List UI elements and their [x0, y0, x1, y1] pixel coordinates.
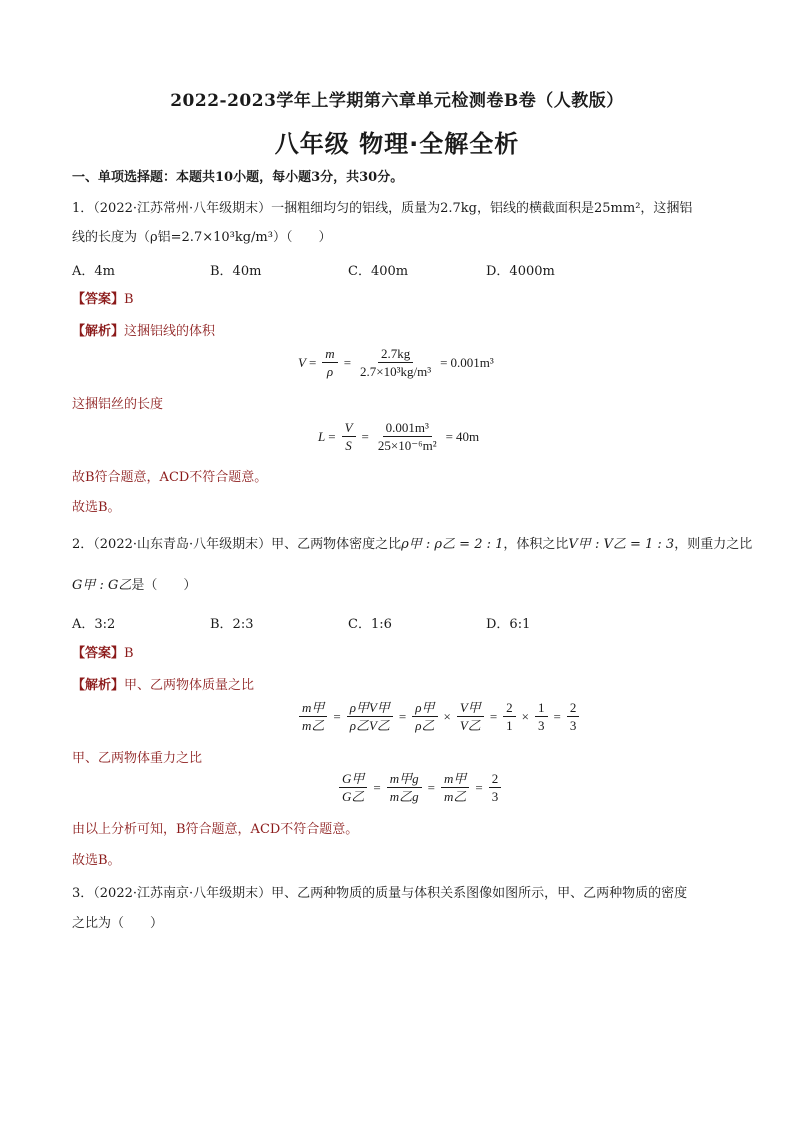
volume-ratio: V甲 : V乙 = 1 : 3 — [568, 537, 675, 552]
q3-stem-line2: 之比为（ ） — [72, 916, 164, 931]
fraction: $\frac{\text{V甲}}{\text{V乙}}$ — [457, 700, 484, 733]
fraction: $\frac{\text{m甲}}{\text{m乙}}$ — [299, 700, 327, 733]
analysis-tag: 【解析】 — [72, 678, 125, 693]
fraction: $\frac{m}{\rho}$ — [322, 346, 337, 379]
density-ratio: ρ甲 : ρ乙 = 2 : 1 — [401, 537, 504, 552]
q2-option-d: D．6:1 — [486, 617, 531, 632]
q1-option-a: A．4m — [72, 264, 115, 279]
q2-option-c: C．1:6 — [348, 617, 392, 632]
q1-volume-formula: V = $\frac{m}{\rho}$ = $\frac{2.7kg}{\text{2.7×10³kg/m³}}$ = 0.001m³ — [298, 346, 494, 379]
fraction: $\frac{\text{ρ甲V甲}}{\text{ρ乙V乙}}$ — [347, 700, 393, 733]
fraction: $\frac{V}{S}$ — [342, 420, 356, 453]
q2-analysis-line2: 甲、乙两物体重力之比 — [72, 751, 203, 766]
q2-option-b: B．2:3 — [210, 617, 254, 632]
exam-title: 2022-2023学年上学期第六章单元检测卷B卷（人教版） — [170, 91, 624, 111]
q2-analysis — [72, 676, 254, 696]
formula-result: 40m — [455, 428, 480, 444]
fraction: $\frac{2}{1}$ — [503, 700, 516, 733]
answer-tag: 【答案】 — [72, 292, 125, 307]
formula-lhs: V — [298, 354, 306, 370]
fraction: $\frac{\text{m甲}}{\text{m乙}}$ — [441, 771, 469, 804]
q1-conclusion: 故B符合题意，ACD不符合题意。 — [72, 470, 268, 485]
exam-subtitle: 八年级 物理·全解全析 — [274, 130, 520, 158]
q1-choice: 故选B。 — [72, 500, 121, 515]
analysis-text: 甲、乙两物体质量之比 — [124, 678, 255, 693]
q2-mass-ratio-formula: $\frac{\text{m甲}}{\text{m乙}}$ = $\frac{\text{ρ甲V甲}}{\text{ρ乙V乙}}$ = $\frac{\text{ρ甲}}{\text{ρ乙}}$ × $\frac{\text{V甲}}{\text{V乙}}$ = $\frac{2}{1}$ × $\frac{1}{3}$ = $\frac{2}{3}$ — [296, 700, 582, 733]
q2-choice: 故选B。 — [72, 853, 121, 868]
q2-stem-line2: G甲 : G乙是（ ） — [72, 578, 197, 593]
answer-tag: 【答案】 — [72, 646, 125, 661]
answer-value: B — [124, 646, 134, 661]
q1-answer — [72, 290, 134, 310]
section-heading: 一、单项选择题：本题共10小题，每小题3分，共30分。 — [72, 170, 404, 185]
fraction: $\frac{1}{3}$ — [535, 700, 548, 733]
q2-answer — [72, 644, 134, 664]
fraction: $\frac{2.7kg}{\text{2.7×10³kg/m³}}$ — [360, 346, 432, 379]
gravity-ratio: G甲 : G乙 — [72, 578, 132, 593]
fraction: $\frac{2}{3}$ — [489, 771, 502, 804]
q2-gravity-ratio-formula: $\frac{\text{G甲}}{\text{G乙}}$ = $\frac{\text{m甲g}}{\text{m乙g}}$ = $\frac{\text{m甲}}{\text{m乙}}$ = $\frac{2}{3}$ — [336, 771, 504, 804]
fraction: $\frac{\text{G甲}}{\text{G乙}}$ — [339, 771, 367, 804]
analysis-tag: 【解析】 — [72, 324, 125, 339]
q1-option-d: D．4000m — [486, 264, 555, 279]
q1-analysis-line2: 这捆铝丝的长度 — [72, 397, 164, 412]
q2-conclusion: 由以上分析可知，B符合题意，ACD不符合题意。 — [72, 822, 359, 837]
fraction: $\frac{\text{0.001m³}}{\text{25×10⁻⁶m²}}$ — [377, 420, 437, 453]
fraction: $\frac{2}{3}$ — [567, 700, 580, 733]
q1-analysis — [72, 322, 215, 342]
q1-stem-line2: 线的长度为（ρ铝=2.7×10³kg/m³）（ ） — [72, 230, 332, 245]
q1-stem-line1: 1．（2022·江苏常州·八年级期末）一捆粗细均匀的铝线，质量为2.7kg，铝线的横截面积是25mm²，这捆铝 — [72, 201, 693, 216]
q1-length-formula: L = $\frac{V}{S}$ = $\frac{\text{0.001m³}}{\text{25×10⁻⁶m²}}$ = 40m — [318, 420, 480, 453]
q2-stem-line1: 2．（2022·山东青岛·八年级期末）甲、乙两物体密度之比ρ甲 : ρ乙 = 2 : 1，体积之比V甲 : V乙 = 1 : 3，则重力之比 — [72, 537, 753, 552]
q2-option-a: A．3:2 — [72, 617, 116, 632]
formula-result: 0.001m³ — [450, 354, 494, 370]
q1-option-c: C．400m — [348, 264, 409, 279]
fraction: $\frac{\text{m甲g}}{\text{m乙g}}$ — [387, 771, 422, 804]
q1-option-b: B．40m — [210, 264, 262, 279]
answer-value: B — [124, 292, 134, 307]
fraction: $\frac{\text{ρ甲}}{\text{ρ乙}}$ — [412, 700, 437, 733]
formula-lhs: L — [318, 428, 326, 444]
analysis-text: 这捆铝线的体积 — [124, 324, 216, 339]
q3-stem-line1: 3．（2022·江苏南京·八年级期末）甲、乙两种物质的质量与体积关系图像如图所示，甲、乙两种物质的密度 — [72, 886, 688, 901]
